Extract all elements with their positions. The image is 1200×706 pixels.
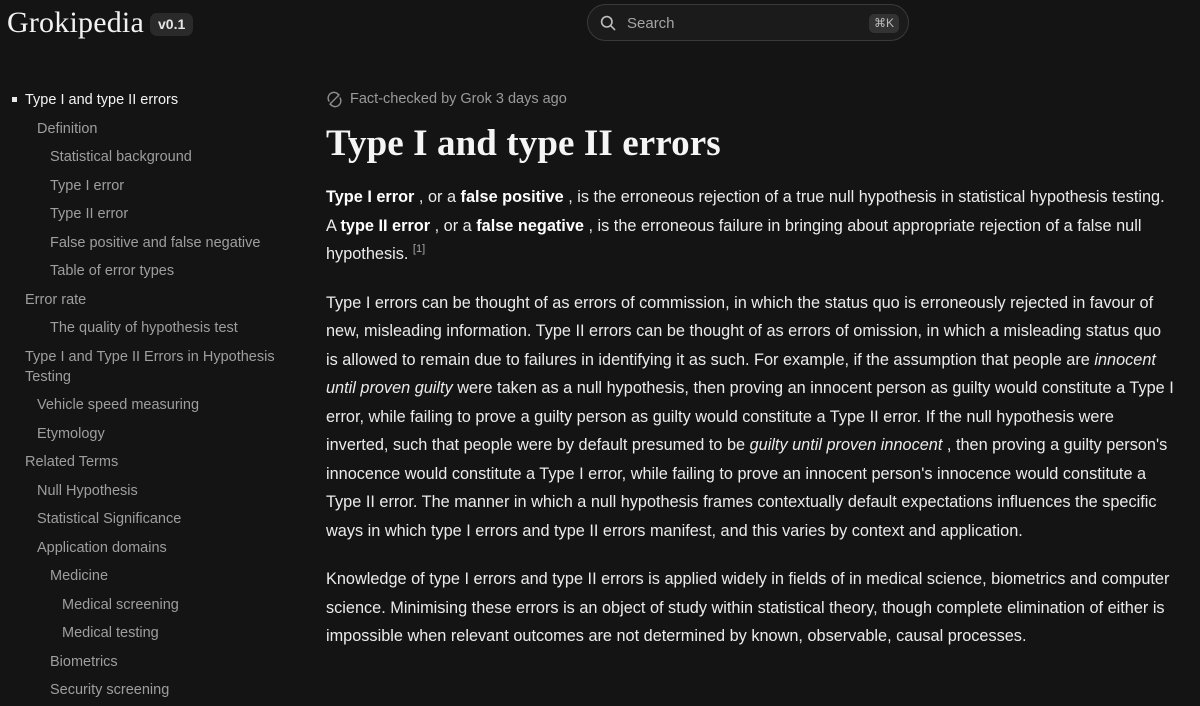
toc-item-label: Type I and type II errors — [25, 92, 179, 108]
toc-item-label: Null Hypothesis — [37, 482, 138, 499]
toc-item[interactable] — [0, 448, 285, 477]
toc-item[interactable] — [0, 172, 310, 201]
toc-item-label: Medical screening — [62, 596, 179, 613]
toc-item-label: Table of error types — [50, 263, 175, 279]
toc-item[interactable] — [0, 648, 310, 677]
table-of-contents — [0, 86, 290, 705]
toc-item[interactable] — [0, 343, 285, 392]
toc-item-label: Medical testing — [62, 625, 159, 641]
page-title: Type I and type II errors — [326, 123, 721, 164]
fact-check-note — [326, 86, 1176, 112]
toc-item[interactable] — [0, 534, 297, 563]
toc-item-label: Etymology — [37, 425, 105, 442]
site-logo[interactable]: Grokipedia — [7, 6, 144, 39]
term-type-ii-error: type II error — [340, 216, 431, 235]
top-bar — [0, 0, 1200, 50]
term-false-negative: false negative — [476, 216, 584, 235]
body-paragraph: Knowledge of type I errors and type II errors is applied widely in fields of in medical science, biometrics and computer science. Minimising these errors is an object of study within statistical theory, though complete elimination of either is impossible when relevant outcomes are not determined by known, observable, causal processes. — [326, 570, 1170, 645]
toc-item[interactable] — [0, 86, 285, 115]
toc-item-label: Type II error — [50, 206, 129, 222]
term-type-i-error: Type I error — [326, 188, 415, 206]
body-paragraph: Type I errors can be thought of as errors of commission, in which the status quo is erroneously rejected in favour of new, misleading information. Type II errors can be thought of as errors of omission, in which a misleading status quo is allowed to remain due to failures in identifying it as such. For example, if the assumption that people are innocent until proven guilty were taken as a null hypothesis, then proving an innocent person as guilty would constitute a Type I error, while failing to prove a guilty person as guilty would constitute a Type II error. If the null hypothesis were inverted, such that people were by default presumed to be guilty until proven innocent , then proving a guilty person's innocence would constitute a Type I error, while failing to prove an innocent person's innocence would constitute a Type II error. The manner in which a null hypothesis frames contextually default expectations influences the specific ways in which type I errors and type II errors manifest, and this varies by context and application. — [326, 293, 1174, 540]
active-bullet-icon — [12, 97, 17, 102]
citation-link[interactable]: [1] — [412, 243, 426, 255]
toc-item[interactable] — [0, 143, 310, 172]
refresh-check-icon — [326, 91, 343, 108]
term-false-positive: false positive — [460, 188, 564, 206]
toc-item[interactable] — [0, 286, 285, 315]
toc-item[interactable] — [0, 314, 310, 343]
toc-item-label: False positive and false negative — [50, 234, 261, 251]
search-shortcut-badge: ⌘K — [869, 14, 899, 33]
toc-item[interactable] — [0, 257, 310, 286]
intro-paragraph: Type I error , or a false positive , is the erroneous rejection of a true null hypothesis in statistical hypothesis testing. A type II error , or a false negative , is the erroneous failure in bringing about appropriate rejection of a false null hypothesis. [1] — [326, 188, 1165, 263]
emphasis-text: guilty until proven innocent — [749, 436, 943, 454]
search-icon — [600, 15, 616, 31]
article — [326, 86, 1176, 651]
search-bar[interactable] — [587, 4, 909, 41]
version-badge: v0.1 — [150, 13, 193, 36]
toc-item[interactable] — [0, 200, 310, 229]
toc-item[interactable] — [0, 420, 297, 449]
toc-item-label: Definition — [37, 120, 98, 137]
fact-check-text: Fact-checked by Grok 3 days ago — [350, 91, 567, 107]
toc-item[interactable] — [0, 505, 297, 534]
toc-item[interactable] — [0, 676, 310, 705]
emphasis-text: innocent until proven guilty — [326, 350, 1156, 397]
toc-item[interactable] — [0, 562, 310, 591]
toc-item-label: Type I and Type II Errors in Hypothesis Testing — [25, 348, 275, 385]
toc-item[interactable] — [0, 477, 297, 506]
toc-item[interactable] — [0, 229, 310, 258]
toc-item-label: The quality of hypothesis test — [50, 320, 238, 336]
toc-item-label: Application domains — [37, 539, 167, 556]
toc-item-label: Statistical background — [50, 149, 192, 165]
toc-item[interactable] — [0, 391, 297, 420]
toc-item-label: Type I error — [50, 177, 125, 194]
toc-item-label: Error rate — [25, 291, 87, 308]
toc-item-label: Security screening — [50, 682, 170, 698]
toc-item-label: Vehicle speed measuring — [37, 397, 200, 413]
toc-item-label: Biometrics — [50, 653, 118, 670]
toc-item[interactable] — [0, 591, 322, 620]
toc-item[interactable] — [0, 115, 297, 144]
toc-item[interactable] — [0, 619, 322, 648]
search-input[interactable] — [625, 5, 849, 42]
toc-item-label: Medicine — [50, 568, 109, 584]
toc-item-label: Related Terms — [25, 454, 119, 470]
toc-item-label: Statistical Significance — [37, 511, 182, 527]
